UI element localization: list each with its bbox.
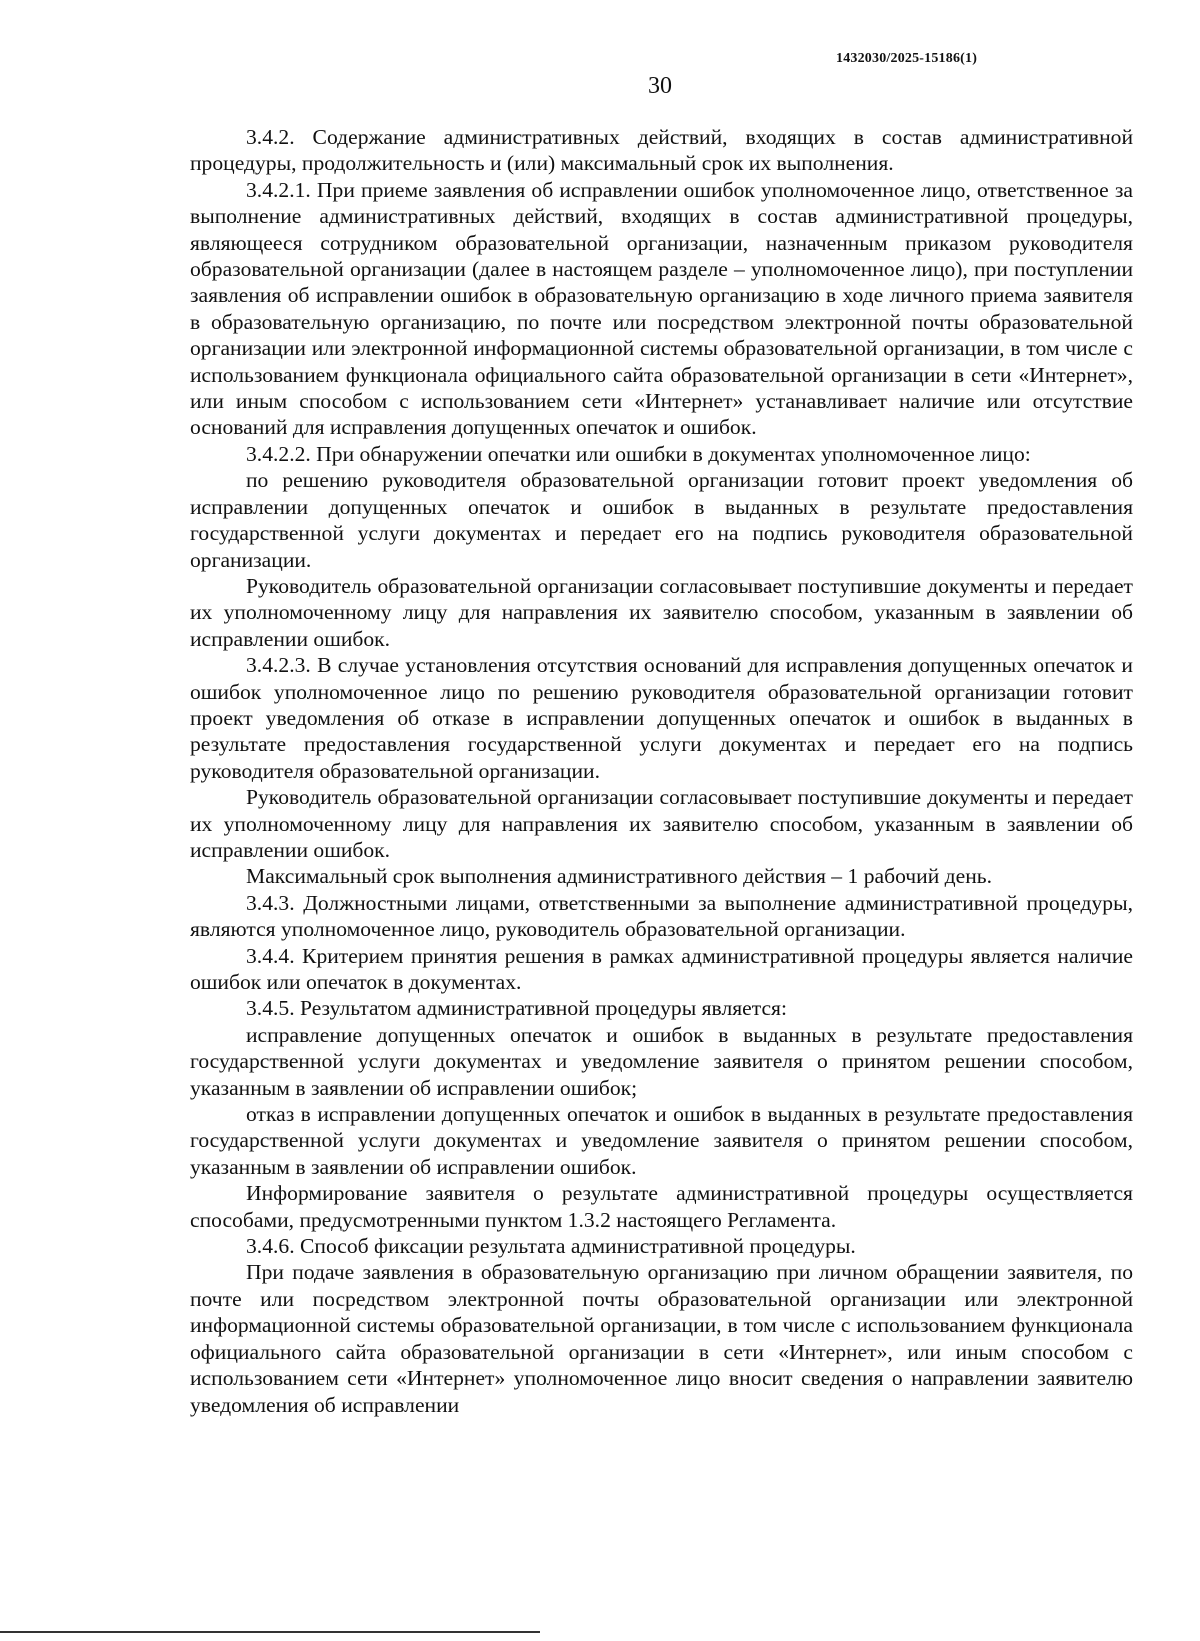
paragraph-head-approval-refusal: Руководитель образовательной организации согласовывает поступившие документы и передает их уполномоченному лицу для направления их заявителю способом, указанным в заявлении об исправлении ошибок. (190, 785, 1133, 862)
paragraph-result-refusal: отказ в исправлении допущенных опечаток и ошибок в выданных в результате предоставления государственной услуги документах и уведомление заявителя о принятом решении способом, указанным в заявлении об исправлении ошибок. (190, 1102, 1133, 1179)
paragraph-result-correction: исправление допущенных опечаток и ошибок в выданных в результате предоставления государственной услуги документах и уведомление заявителя о принятом решении способом, указанным в заявлении об исправлении ошибок; (190, 1022, 1133, 1100)
paragraph-3-4-6: 3.4.6. Способ фиксации результата административной процедуры. (246, 1234, 856, 1259)
paragraph-3-4-5: 3.4.5. Результатом административной процедуры является: (246, 996, 787, 1021)
paragraph-head-approval: Руководитель образовательной организации согласовывает поступившие документы и передает их уполномоченному лицу для направления их заявителю способом, указанным в заявлении об исправлении ошибок. (190, 573, 1133, 651)
bottom-divider (0, 1631, 540, 1633)
page-number: 30 (648, 73, 672, 99)
paragraph-3-4-3: 3.4.3. Должностными лицами, ответственными за выполнение административной процедуры, являются уполномоченное лицо, руководитель образовательной организации. (190, 890, 1133, 942)
paragraph-3-4-2-3: 3.4.2.3. В случае установления отсутствия оснований для исправления допущенных опечаток и ошибок уполномоченное лицо по решению руководителя образовательной организации готовит проект уведомления об отказе в исправлении допущенных опечаток и ошибок в выданных в результате предоставления государственной услуги документах и передает его на подпись руководителя образовательной организации. (190, 653, 1133, 783)
paragraph-3-4-4: 3.4.4. Критерием принятия решения в рамках административной процедуры является наличие ошибок или опечаток в документах. (190, 943, 1133, 994)
paragraph-informing: Информирование заявителя о результате административной процедуры осуществляется способами, предусмотренными пунктом 1.3.2 настоящего Регламента. (190, 1181, 1133, 1232)
paragraph-notice-preparation: по решению руководителя образовательной организации готовит проект уведомления об исправлении допущенных опечаток и ошибок в выданных в результате предоставления государственной услуги документах и передает его на подпись руководителя образовательной организации. (190, 468, 1133, 572)
paragraph-3-4-2-2: 3.4.2.2. При обнаружении опечатки или ошибки в документах уполномоченное лицо: (246, 441, 1031, 466)
paragraph-recording-method: При подаче заявления в образовательную организацию при личном обращении заявителя, по почте или посредством электронной почты образовательной организации или электронной информационной системы образовательной организации, в том числе с использованием функционала официального сайта образовательной организации в сети «Интернет», или иным способом с использованием сети «Интернет» уполномоченное лицо вносит сведения о направлении заявителю уведомления об исправлении (190, 1260, 1133, 1417)
paragraph-max-duration: Максимальный срок выполнения административного действия – 1 рабочий день. (246, 864, 993, 889)
document-registration-number: 1432030/2025-15186(1) (836, 51, 978, 66)
document-body (190, 124, 1133, 1418)
paragraph-3-4-2-1: 3.4.2.1. При приеме заявления об исправлении ошибок уполномоченное лицо, ответственное за выполнение административных действий, входящих в состав административной процедуры, являющееся сотрудником образовательной организации, назначенным приказом руководителя образовательной организации (далее в настоящем разделе – уполномоченное лицо), при поступлении заявления об исправлении ошибок в образовательную организацию в ходе личного приема заявителя в образовательную организацию, по почте или посредством электронной почты образовательной организации или электронной информационной системы образовательной организации, в том числе с использованием функционала официального сайта образовательной организации в сети «Интернет», или иным способом с использованием сети «Интернет» устанавливает наличие или отсутствие оснований для исправления допущенных опечаток и ошибок. (190, 177, 1133, 440)
paragraph-3-4-2: 3.4.2. Содержание административных действий, входящих в состав административной процедуры, продолжительность и (или) максимальный срок их выполнения. (190, 125, 1133, 176)
